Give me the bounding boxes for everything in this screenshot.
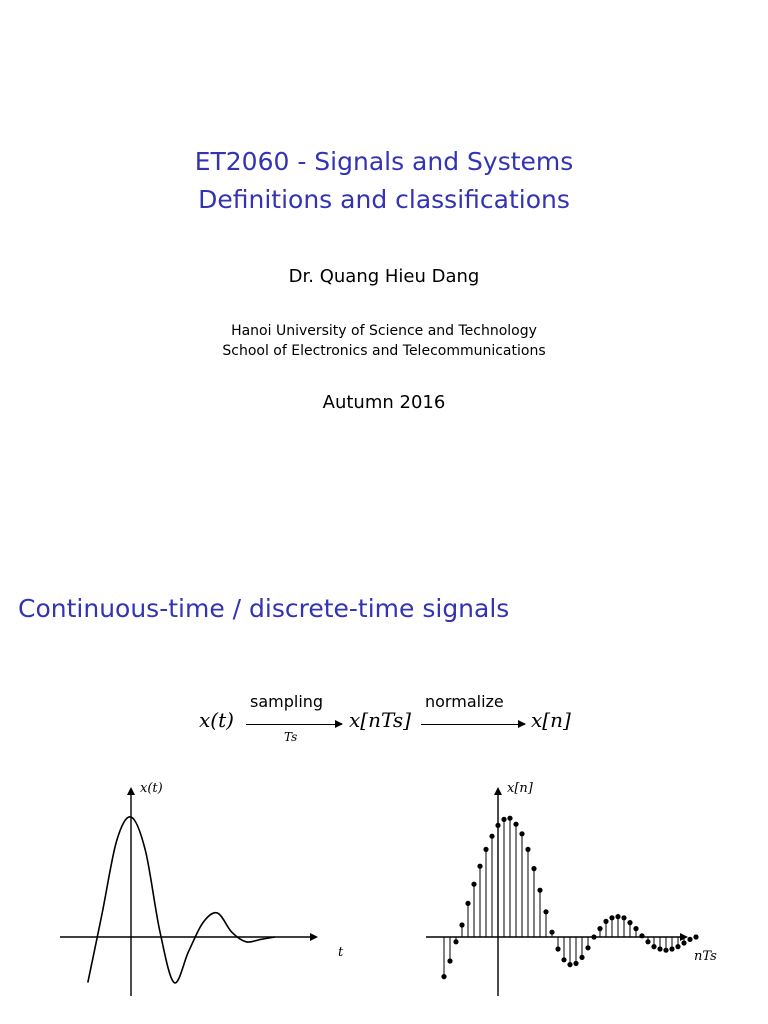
stem-point (579, 955, 584, 960)
equation-lhs: x(t) (199, 708, 234, 732)
stem-point (639, 933, 644, 938)
ct-y-arrowhead (127, 787, 135, 795)
equation-rhs: x[n] (531, 708, 571, 732)
stem-point (603, 919, 608, 924)
stem-point (543, 909, 548, 914)
presentation-title (0, 143, 768, 219)
stem-point (525, 847, 530, 852)
dt-y-arrowhead (494, 787, 502, 795)
stem-point (483, 847, 488, 852)
stem-point (615, 914, 620, 919)
stem-point (567, 962, 572, 967)
stem-point (459, 922, 464, 927)
stem-point (471, 882, 476, 887)
stem-point (495, 823, 500, 828)
stem-point (465, 901, 470, 906)
institution-line-2: School of Electronics and Telecommunications (222, 343, 546, 359)
stem-point (609, 915, 614, 920)
title-line-1: ET2060 - Signals and Systems (194, 147, 574, 176)
stem-point (513, 822, 518, 827)
discrete-plot (426, 781, 717, 996)
stem-point (621, 915, 626, 920)
stem-point (549, 930, 554, 935)
normalize-label: normalize (425, 692, 504, 711)
stem-point (663, 948, 668, 953)
stem-point (507, 816, 512, 821)
stem-point (537, 888, 542, 893)
stem-point (675, 944, 680, 949)
stem-point (441, 974, 446, 979)
ct-signal-curve (88, 817, 275, 983)
stem-point (555, 946, 560, 951)
frame-title: Continuous-time / discrete-time signals (18, 594, 510, 623)
stem-point (447, 958, 452, 963)
stem-point (501, 817, 506, 822)
stem-point (477, 864, 482, 869)
stem-point (597, 926, 602, 931)
presentation-date: Autumn 2016 (322, 392, 446, 413)
dt-x-label: nTs (694, 949, 717, 964)
stem-point (687, 937, 692, 942)
stem-point (489, 834, 494, 839)
stem-point (633, 926, 638, 931)
stem-point (519, 831, 524, 836)
stem-point (693, 934, 698, 939)
continuous-plot (60, 781, 344, 996)
stem-point (591, 934, 596, 939)
ct-y-label: x(t) (140, 781, 163, 796)
institution-line-1: Hanoi University of Science and Technology (231, 323, 537, 339)
stem-point (453, 939, 458, 944)
author: Dr. Quang Hieu Dang (288, 266, 480, 287)
dt-y-label: x[n] (507, 781, 533, 796)
stem-point (585, 945, 590, 950)
stem-point (573, 961, 578, 966)
ct-x-arrowhead (310, 933, 318, 941)
stem-point (645, 939, 650, 944)
title-line-2: Definitions and classifications (198, 185, 570, 214)
stem-point (681, 940, 686, 945)
signal-plots (0, 576, 768, 1024)
stem-point (561, 957, 566, 962)
sampling-period-label: Ts (284, 730, 298, 744)
dt-stems (441, 816, 698, 980)
ct-x-label: t (338, 945, 344, 960)
equation-middle: x[nTs] (349, 708, 411, 732)
stem-point (669, 946, 674, 951)
stem-point (651, 944, 656, 949)
content-slide (0, 576, 768, 1024)
stem-point (531, 866, 536, 871)
stem-point (627, 920, 632, 925)
institution (0, 321, 768, 361)
sampling-label: sampling (250, 692, 324, 711)
stem-point (657, 946, 662, 951)
